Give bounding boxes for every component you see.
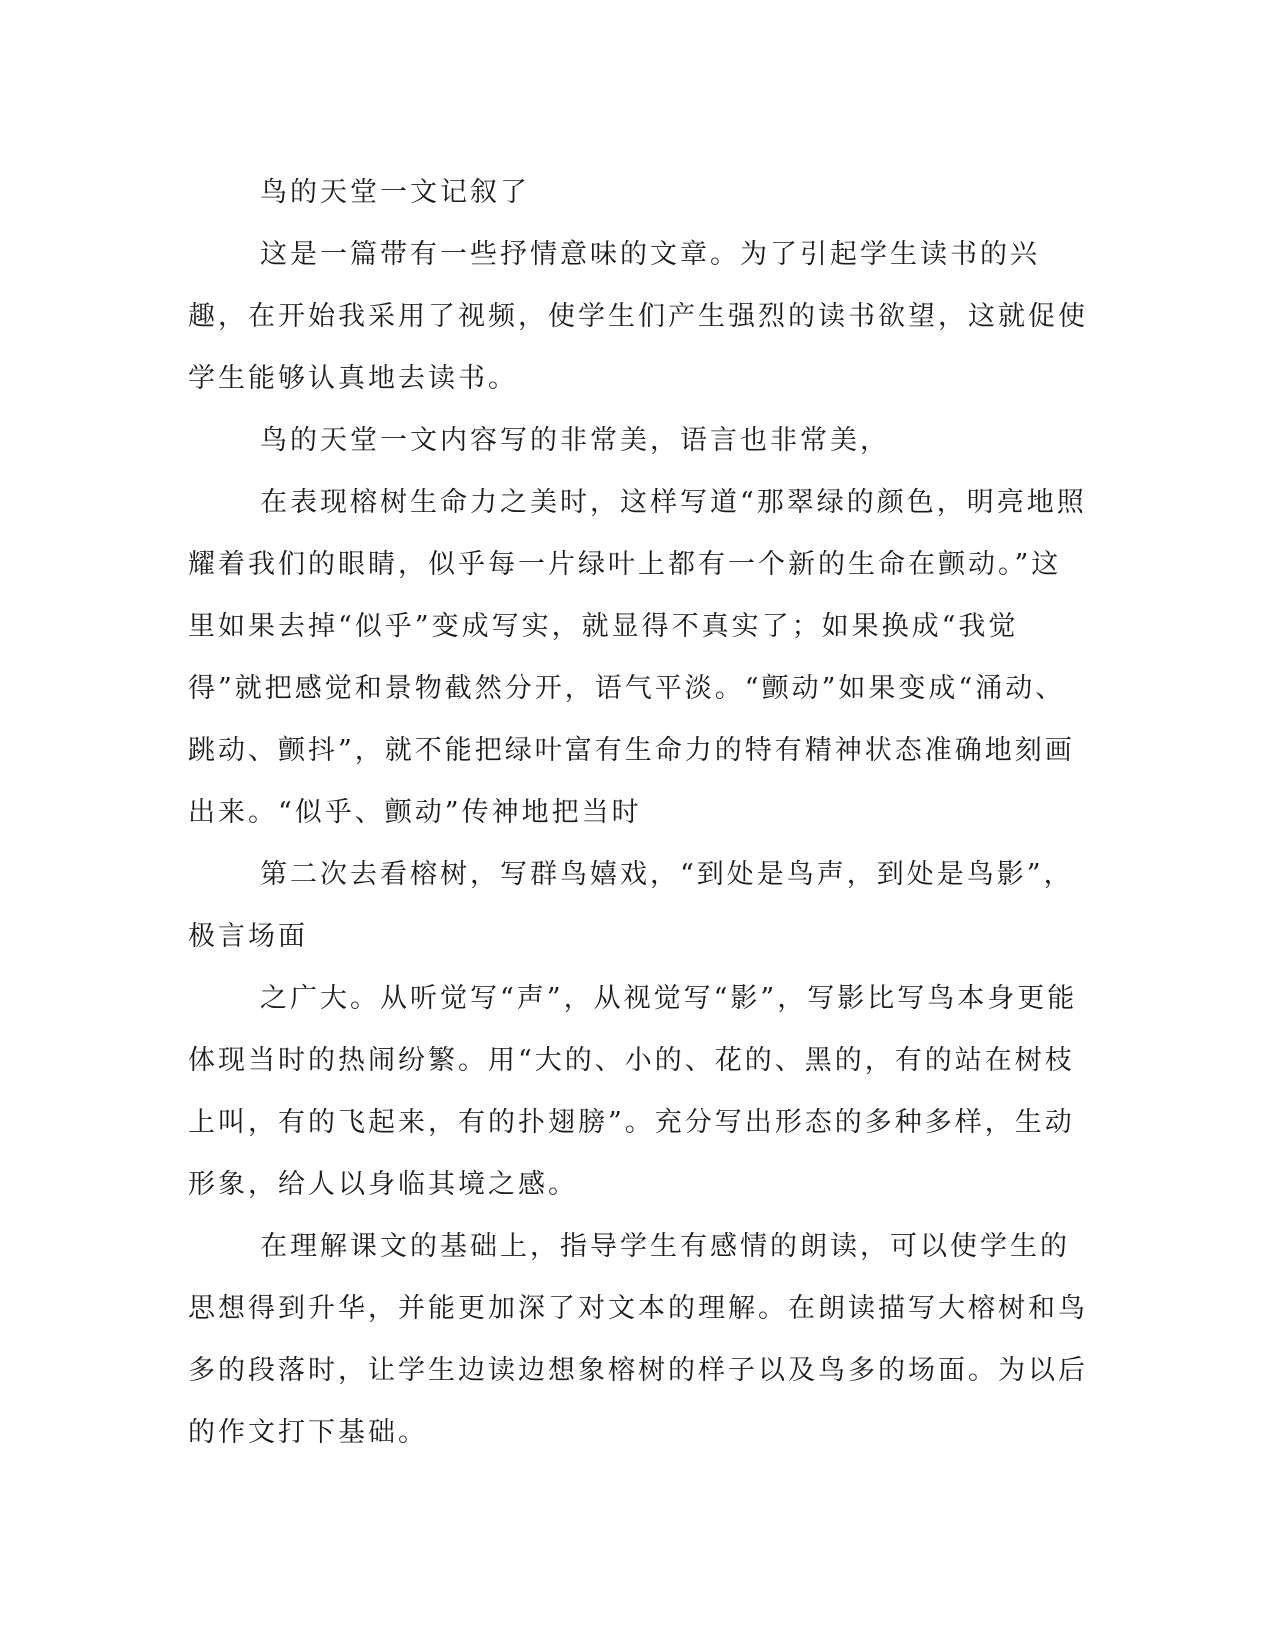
document-body [188,162,1088,1464]
paragraph-5: 第二次去看榕树，写群鸟嬉戏，“到处是鸟声，到处是鸟影”，极言场面 [188,859,1074,952]
paragraph-3: 鸟的天堂一文内容写的非常美，语言也非常美， [260,425,890,456]
paragraph-1: 鸟的天堂一文记叙了 [260,177,530,208]
paragraph-2: 这是一篇带有一些抒情意味的文章。为了引起学生读书的兴趣，在开始我采用了视频，使学生们产生强烈的读书欲望，这就促使学生能够认真地去读书。 [188,239,1088,394]
paragraph-4: 在表现榕树生命力之美时，这样写道“那翠绿的颜色，明亮地照耀着我们的眼睛，似乎每一片绿叶上都有一个新的生命在颤动。”这里如果去掉“似乎”变成写实，就显得不真实了；如果换成“我觉得”就把感觉和景物截然分开，语气平淡。“颤动”如果变成“涌动、跳动、颤抖”，就不能把绿叶富有生命力的特有精神状态准确地刻画出来。“似乎、颤动”传神地把当时 [188,487,1087,828]
paragraph-6: 之广大。从听觉写“声”，从视觉写“影”，写影比写鸟本身更能体现当时的热闹纷繁。用“大的、小的、花的、黑的，有的站在树枝上叫，有的飞起来，有的扑翅膀”。充分写出形态的多种多样，生动形象，给人以身临其境之感。 [188,983,1078,1200]
paragraph-7: 在理解课文的基础上，指导学生有感情的朗读，可以使学生的思想得到升华，并能更加深了对文本的理解。在朗读描写大榕树和鸟多的段落时，让学生边读边想象榕树的样子以及鸟多的场面。为以后的作文打下基础。 [188,1231,1088,1448]
